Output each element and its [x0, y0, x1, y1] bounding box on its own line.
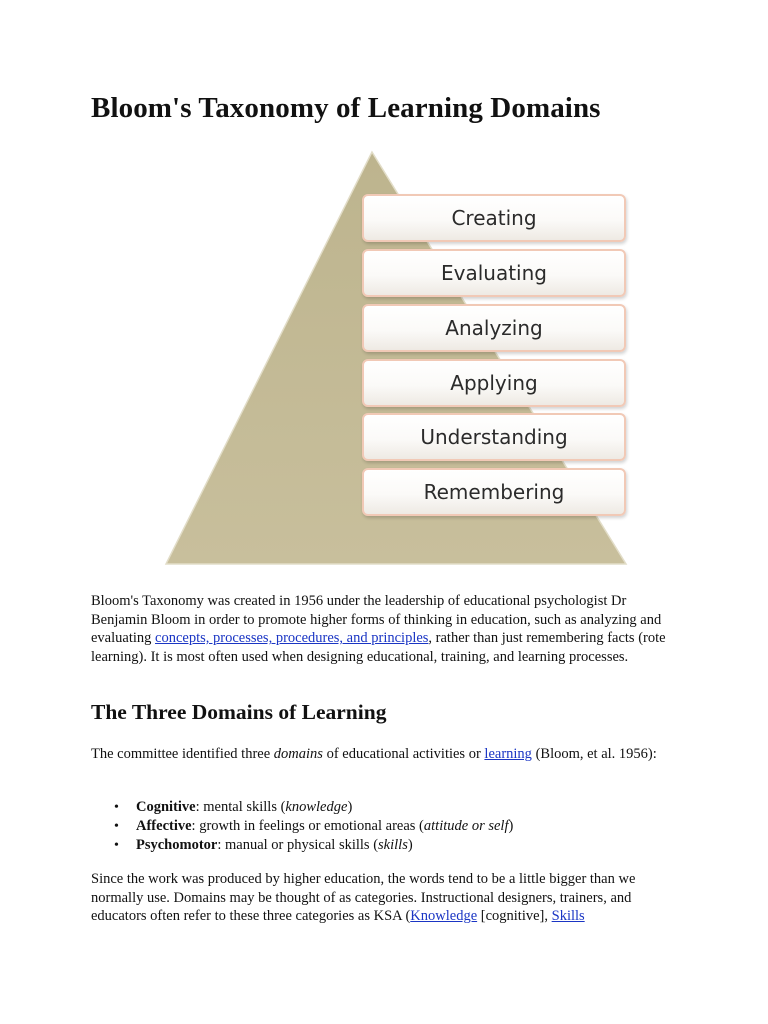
domain-name: Psychomotor	[136, 837, 218, 853]
learning-link[interactable]: learning	[484, 746, 532, 762]
intro-text-1: Bloom's Taxonomy was created in 1956 under the leadership of educational psychologist Dr Benjamin Bloom in order to promote higher forms of thinking in education, such as analyzing and evaluating	[91, 593, 662, 647]
closing-text-2: [cognitive],	[477, 908, 552, 925]
list-item	[91, 836, 513, 855]
list-item	[91, 798, 513, 817]
committee-text-2: of educational activities or	[322, 746, 485, 762]
domains-list	[91, 798, 513, 855]
level-remembering: Remembering	[362, 468, 626, 516]
skills-link[interactable]: Skills	[551, 908, 585, 925]
committee-text-1: The committee identified three	[91, 746, 274, 762]
level-creating: Creating	[362, 194, 626, 242]
domain-em: attitude or self	[423, 818, 509, 834]
level-evaluating: Evaluating	[362, 249, 626, 297]
intro-paragraph	[91, 592, 681, 666]
domain-end: )	[407, 837, 413, 853]
domain-em: knowledge	[285, 799, 348, 815]
page-title: Bloom's Taxonomy of Learning Domains	[91, 92, 601, 124]
bloom-pyramid-figure	[160, 150, 635, 570]
domain-end: )	[347, 799, 353, 815]
concepts-link[interactable]: concepts, processes, procedures, and principles	[155, 630, 429, 647]
domain-name: Cognitive	[136, 799, 196, 815]
domain-desc: : growth in feelings or emotional areas (	[191, 818, 424, 834]
intro-text-2: , rather than just remembering facts (rote learning). It is most often used when designing educational, training, and learning processes.	[91, 630, 666, 665]
level-understanding: Understanding	[362, 413, 626, 461]
closing-paragraph	[91, 870, 681, 926]
domain-desc: : mental skills (	[195, 799, 286, 815]
closing-text-1: Since the work was produced by higher education, the words tend to be a little bigger than we normally use. Domains may be thought of as categories. Instructional designers, trainers, and educators often refer to these three categories as KSA (	[91, 871, 636, 925]
level-applying: Applying	[362, 359, 626, 407]
domain-name: Affective	[136, 818, 192, 834]
committee-paragraph	[91, 745, 681, 764]
section-heading: The Three Domains of Learning	[91, 700, 387, 724]
committee-text-3: (Bloom, et al. 1956):	[531, 746, 657, 762]
committee-em: domains	[273, 746, 323, 762]
domain-end: )	[508, 818, 514, 834]
level-analyzing: Analyzing	[362, 304, 626, 352]
domain-em: skills	[378, 837, 408, 853]
domain-desc: : manual or physical skills (	[217, 837, 379, 853]
knowledge-link[interactable]: Knowledge	[410, 908, 478, 925]
list-item	[91, 817, 513, 836]
